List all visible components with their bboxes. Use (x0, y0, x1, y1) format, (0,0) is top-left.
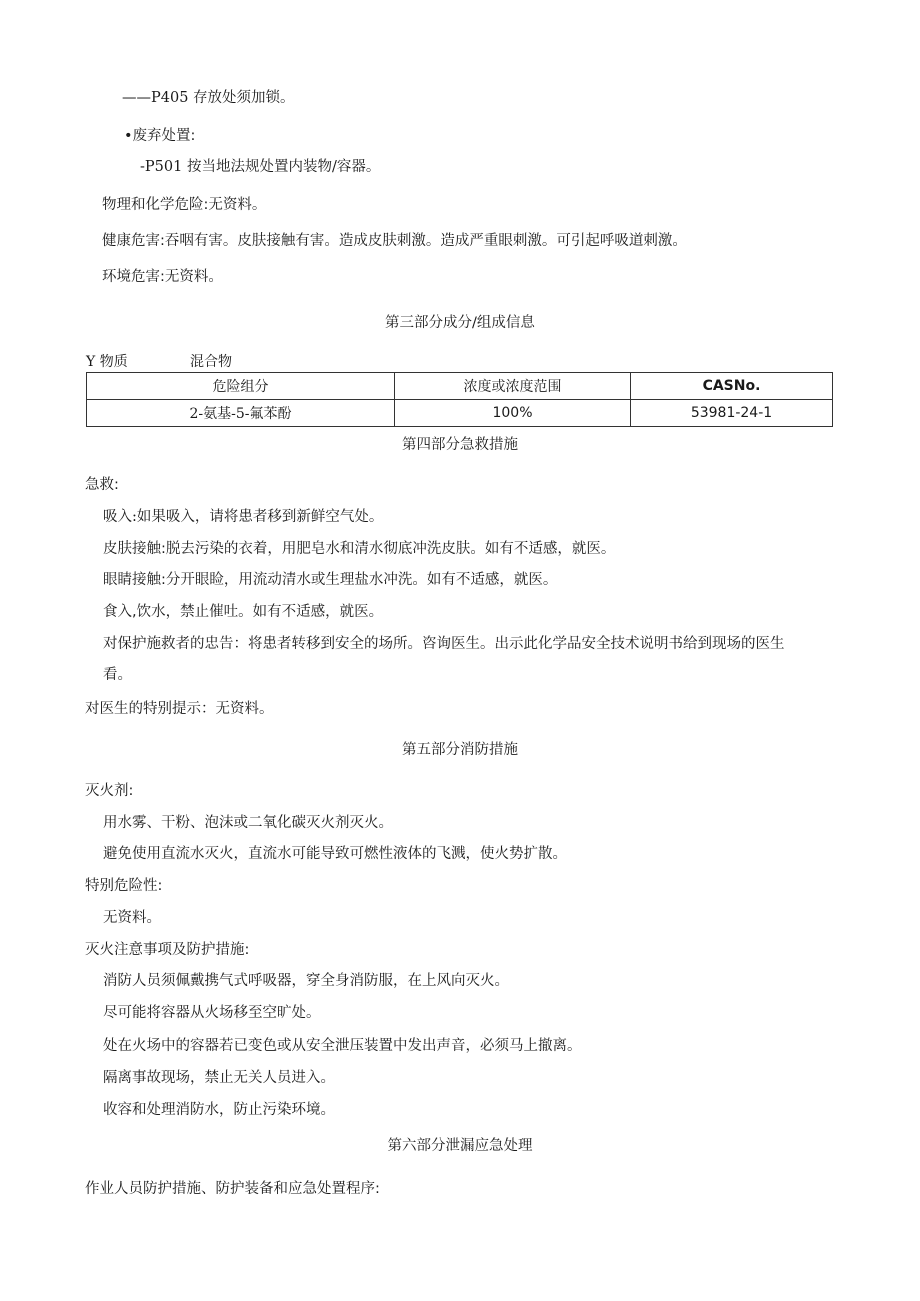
section4-title: 第四部分急救措施 (402, 437, 518, 453)
first-aid-ingestion (103, 602, 383, 622)
first-aid-inhalation (103, 507, 383, 527)
inhalation-label: 吸入: (103, 509, 137, 525)
health-hazard-label: 健康危害: (102, 233, 165, 249)
table-header-concentration: 浓度或浓度范围 (395, 373, 631, 400)
section5-title: 第五部分消防措施 (402, 742, 518, 758)
firefighting-line-3: 处在火场中的容器若已变色或从安全泄压装置中发出声音，必须马上撤离。 (103, 1038, 582, 1054)
firefighting-line-2: 尽可能将容器从火场移至空旷处。 (103, 1005, 321, 1021)
composition-table (86, 372, 833, 427)
rescuer-advice (103, 634, 785, 654)
special-hazard-heading: 特别危险性: (85, 878, 163, 894)
inhalation-text: 如果吸入，请将患者移到新鲜空气处。 (136, 509, 384, 525)
ingestion-text: 饮水，禁止催吐。如有不适感，就医。 (136, 604, 384, 620)
table-cell-cas: 53981-24-1 (631, 400, 833, 427)
section6-title: 第六部分泄漏应急处理 (387, 1138, 533, 1154)
rescuer-label: 保护施救者的 (117, 636, 205, 652)
firefighting-line-5: 收容和处理消防水，防止污染环境。 (103, 1102, 335, 1118)
rescuer-prefix: 对 (103, 636, 118, 652)
table-cell-component: 2-氨基-5-氟苯酚 (87, 400, 395, 427)
environment-hazard-text: 无资料。 (164, 269, 223, 285)
extinguishing-line-2: 避免使用直流水灭火，直流水可能导致可燃性液体的飞溅，使火势扩散。 (103, 846, 567, 862)
physical-hazard-label: 物理和化学危险: (102, 197, 209, 213)
table-header-cas: CASNo. (631, 373, 833, 400)
first-aid-skin (103, 539, 615, 559)
table-header-row (87, 373, 833, 400)
disposal-heading: •废弃处置: (124, 128, 196, 144)
extinguishing-heading: 灭火剂: (85, 783, 134, 799)
rescuer-text: 忠告：将患者转移到安全的场所。咨询医生。出示此化学品安全技术说明书给到现场的医生 (204, 636, 785, 652)
eye-label: 眼睛接触: (103, 572, 166, 588)
firefighting-line-1: 消防人员须佩戴携气式呼吸器，穿全身消防服，在上风向灭火。 (103, 973, 509, 989)
firefighting-line-4: 隔离事故现场，禁止无关人员进入。 (103, 1070, 335, 1086)
first-aid-eye (103, 570, 557, 590)
eye-text: 分开眼睑，用流动清水或生理盐水冲洗。如有不适感，就医。 (165, 572, 558, 588)
skin-label: 皮肤接触: (103, 541, 166, 557)
physical-hazard-text: 无资料。 (208, 197, 267, 213)
substance-label: Y 物质 (86, 354, 128, 370)
first-aid-heading: 急救: (85, 477, 119, 493)
special-hazard-line: 无资料。 (103, 910, 161, 926)
environment-hazard (102, 267, 223, 287)
section3-title: 第三部分成分/组成信息 (385, 315, 535, 331)
doctor-note: 对医生的特别提示：无资料。 (85, 701, 274, 717)
extinguishing-line-1: 用水雾、干粉、泡沫或二氧化碳灭火剂灭火。 (103, 815, 393, 831)
environment-hazard-label: 环境危害: (102, 269, 165, 285)
health-hazard (102, 231, 687, 251)
ingestion-label: 食入, (103, 604, 137, 620)
skin-text: 脱去污染的衣着，用肥皂水和清水彻底冲洗皮肤。如有不适感，就医。 (165, 541, 616, 557)
disposal-precaution: -P501 按当地法规处置内装物/容器。 (140, 159, 381, 175)
rescuer-advice-continued: 看。 (103, 667, 132, 683)
table-header-component: 危险组分 (87, 373, 395, 400)
firefighting-heading: 灭火注意事项及防护措施: (85, 942, 250, 958)
table-row (87, 400, 833, 427)
health-hazard-text: 吞咽有害。皮肤接触有害。造成皮肤刺激。造成严重眼刺激。可引起呼吸道刺激。 (164, 233, 687, 249)
storage-precaution: ——P405 存放处须加锁。 (122, 90, 295, 106)
physical-hazard (102, 195, 266, 215)
table-cell-concentration: 100% (395, 400, 631, 427)
spill-protection-heading: 作业人员防护措施、防护装备和应急处置程序: (85, 1181, 380, 1197)
substance-value: 混合物 (190, 354, 232, 370)
